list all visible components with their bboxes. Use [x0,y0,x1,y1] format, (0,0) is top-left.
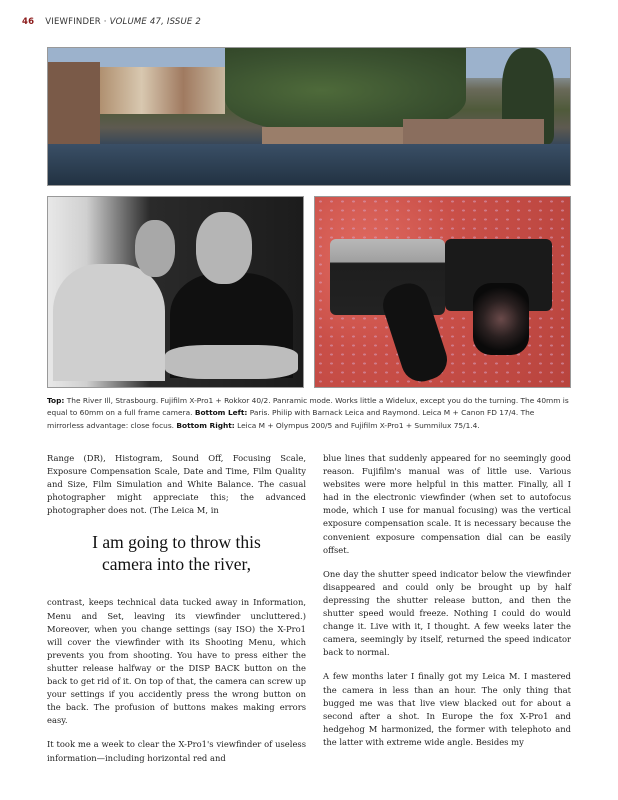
photo-river-strasbourg [47,47,571,186]
photo-head-right [196,212,252,284]
photo-arms [165,345,298,379]
caption-bottom-left-text: Paris. Philip with Barnack Leica and Raymond. Leica M + Canon FD 17/4. The mirrorless advantage: close focus. [47,408,535,430]
running-header [22,17,201,27]
caption-bottom-left-label: Bottom Left: [194,408,248,418]
caption-top-text: The River Ill, Strasbourg. Fujifilm X-Pro1 + Rokkor 40/2. Panramic mode. Works little a Widelux, except you do the turning. The 40mm is equal to 60mm on a full frame camera. [47,396,569,418]
body-paragraph: A few months later I finally got my Leica M. I mastered the camera in less than an hour. The only thing that bugged me was that live view blacked out for about a second after a shot. In Europe the fox X-Pro1 and hedgehog M harmonized, the former with telephoto and the latter with extreme wide angle. Besides my [323,671,571,747]
photo-head-left [135,220,176,277]
body-paragraph: One day the shutter speed indicator below the viewfinder disappeared and could only be brought up by half depressing the shutter release button, and then the shutter speed would freeze. Nothing I could do would change it. Live with it, I thought. A few weeks later the camera, seemingly by itself, returned the speed indicator back to normal. [323,568,571,658]
photo-leica-and-fuji-cameras [314,196,571,388]
body-column-left [47,452,306,776]
photo-water [48,144,570,185]
body-paragraph: It took me a week to clear the X-Pro1's viewfinder of useless information—including horizontal red and [47,739,306,763]
photo-person-left [53,264,165,382]
magazine-name: VIEWFINDER · [45,17,110,27]
caption-bottom-right-text: Leica M + Olympus 200/5 and Fujifilm X-Pro1 + Summilux 75/1.4. [234,420,480,430]
photo-summilux-lens [473,283,529,355]
body-paragraph: blue lines that suddenly appeared for no seemingly good reason. Fujifilm's manual was of little use. Various websites were more helpful in this matter. Finally, all I had in the electronic viewfinder (when set to autofocus mode, which I use for manual focusing) was the vertical exposure compensation scale. It is necessary because the convenient exposure compensation dial can be easily offset. [323,453,571,555]
photo-bridge [403,119,544,144]
pull-quote-line: camera into the river, [102,554,251,575]
caption-top-label: Top: [47,396,65,405]
caption-bottom-right-label: Bottom Right: [176,420,235,430]
photo-caption [47,395,571,432]
body-paragraph: Range (DR), Histogram, Sound Off, Focusing Scale, Exposure Compensation Scale, Date and Time, Film Quality and Size, Film Simulation and White Balance. The casual photographer might appreciate this; the advanced photographer does not. (The Leica M, in [47,453,306,516]
pull-quote [47,531,306,575]
issue-label: VOLUME 47, ISSUE 2 [109,17,202,27]
photo-philip-and-raymond [47,196,304,388]
body-column-right [323,452,571,760]
pull-quote-line: I am going to throw this [92,532,261,553]
photo-buildings [100,67,225,114]
body-paragraph: contrast, keeps technical data tucked away in Information, Menu and Set, leaving its viewfinder uncluttered.) Moreover, when you change settings (say ISO) the X-Pro1 will cover the viewfinder with its Shooting Menu, which prevents you from shooting. You have to press either the shutter release halfway or the DISP BACK button on the back to get rid of it. On top of that, the camera can screw up your settings if you accidently press the wrong button on the back. The profusion of buttons makes making errors easy. [47,597,306,726]
page-number: 46 [22,17,35,27]
